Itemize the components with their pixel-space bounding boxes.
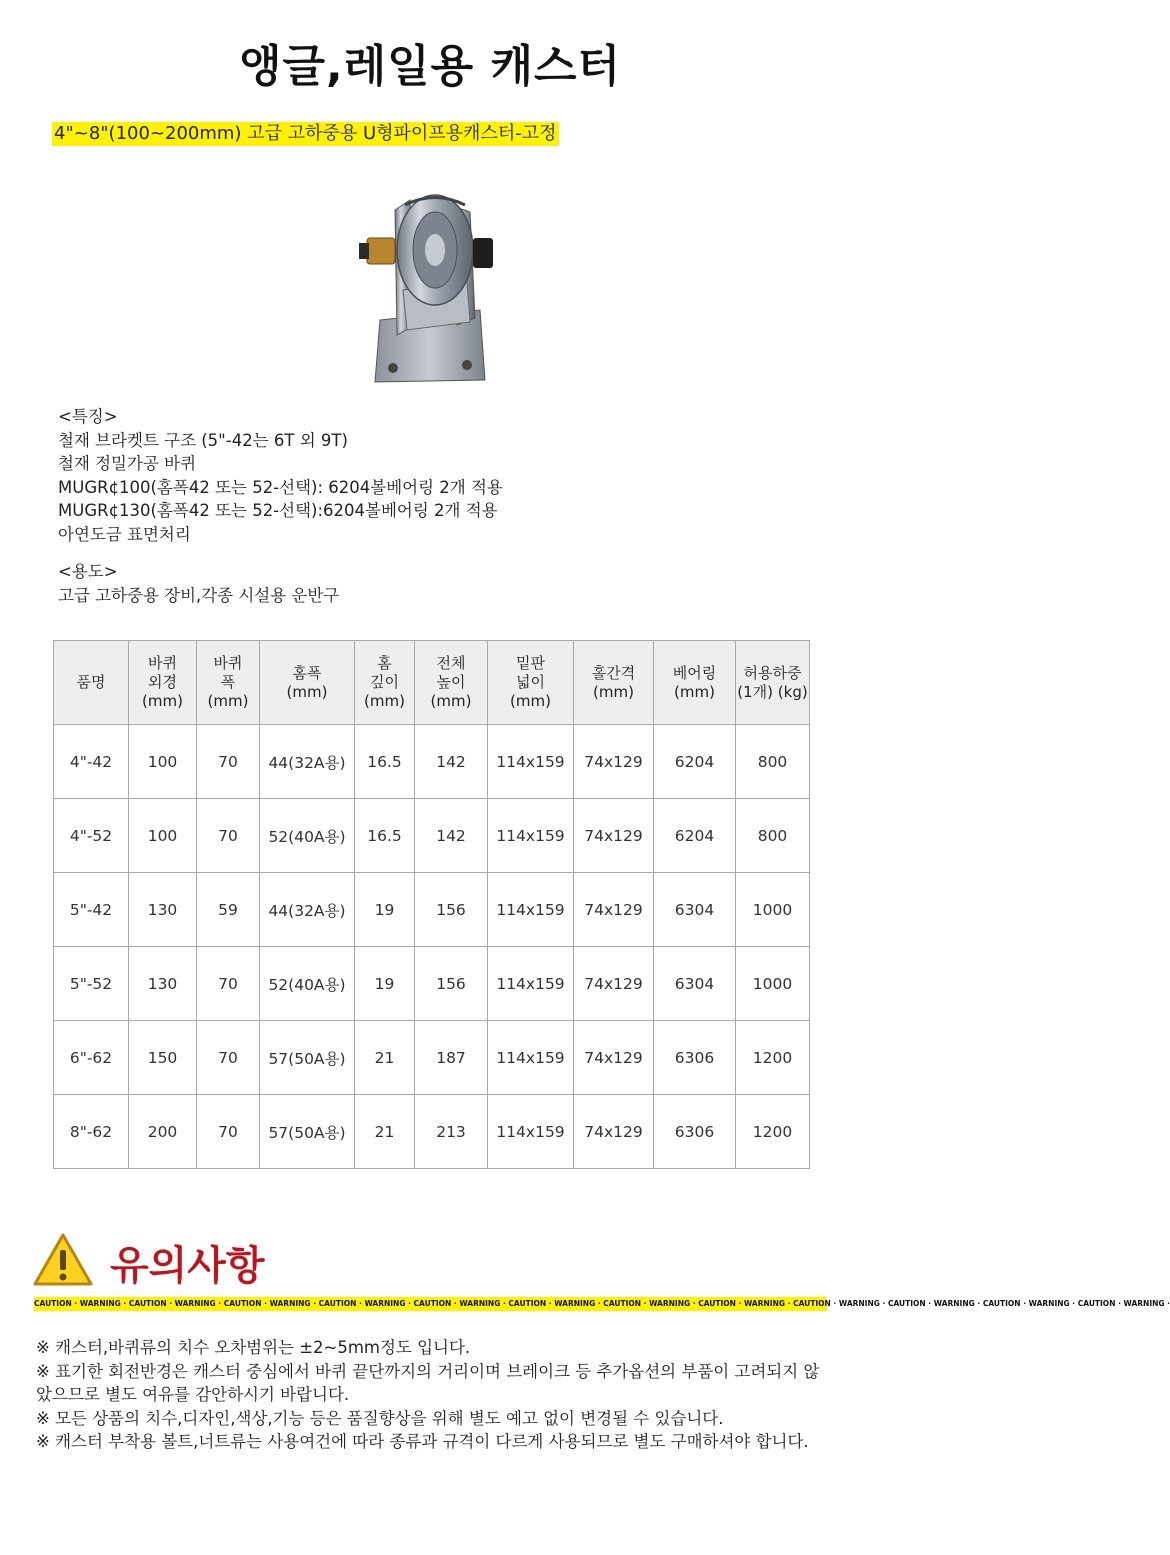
table-cell: 200 — [129, 1095, 197, 1169]
table-row — [54, 873, 810, 947]
spec-header-line: (mm) — [207, 692, 249, 710]
spec-header-cell — [129, 641, 197, 725]
spec-header-cell — [260, 641, 355, 725]
table-cell: 114x159 — [488, 1095, 574, 1169]
table-cell: 70 — [197, 725, 260, 799]
feature-item: MUGR¢130(홈폭42 또는 52-선택):6204볼베어링 2개 적용 — [58, 501, 498, 520]
table-cell: 16.5 — [355, 725, 415, 799]
table-cell: 74x129 — [574, 799, 654, 873]
table-cell: 800 — [736, 799, 810, 873]
table-row — [54, 1095, 810, 1169]
table-cell: 142 — [415, 799, 488, 873]
spec-header-line: (mm) — [510, 692, 551, 710]
table-cell: 150 — [129, 1021, 197, 1095]
table-cell: 59 — [197, 873, 260, 947]
table-cell: 114x159 — [488, 799, 574, 873]
table-cell: 52(40A용) — [260, 947, 355, 1021]
table-cell: 16.5 — [355, 799, 415, 873]
table-cell: 57(50A용) — [260, 1095, 355, 1169]
table-cell: 74x129 — [574, 1095, 654, 1169]
table-cell: 100 — [129, 799, 197, 873]
table-cell: 4"-52 — [54, 799, 129, 873]
table-cell: 130 — [129, 947, 197, 1021]
table-cell: 6204 — [654, 725, 736, 799]
spec-header-cell — [54, 641, 129, 725]
table-cell: 44(32A용) — [260, 725, 355, 799]
table-cell: 19 — [355, 947, 415, 1021]
spec-header-cell — [355, 641, 415, 725]
note-item: ※ 모든 상품의 치수,디자인,색상,기능 등은 품질향상을 위해 별도 예고 없이 변경될 수 있습니다. — [36, 1408, 724, 1428]
table-cell: 6304 — [654, 947, 736, 1021]
spec-header-cell — [736, 641, 810, 725]
table-cell: 5"-52 — [54, 947, 129, 1021]
spec-header-line: 홈폭 — [292, 663, 322, 682]
spec-header-line: 바퀴 — [213, 654, 243, 672]
spec-header-cell — [574, 641, 654, 725]
table-cell: 6306 — [654, 1021, 736, 1095]
table-cell: 74x129 — [574, 725, 654, 799]
table-cell: 57(50A용) — [260, 1021, 355, 1095]
feature-list — [58, 405, 503, 546]
note-item: ※ 표기한 회전반경은 캐스터 중심에서 바퀴 끝단까지의 거리이며 브레이크 등 추가옵션의 부품이 고려되지 않았으므로 별도 여유를 감안하시기 바랍니다. — [36, 1361, 820, 1404]
warning-triangle-icon — [32, 1232, 94, 1288]
table-cell: 44(32A용) — [260, 873, 355, 947]
table-row — [54, 947, 810, 1021]
spec-header-line: 밑판 — [516, 654, 545, 672]
table-cell: 74x129 — [574, 947, 654, 1021]
caster-product-image — [235, 150, 625, 400]
table-cell: 21 — [355, 1021, 415, 1095]
spec-header-line: 홀간격 — [591, 663, 636, 682]
table-cell: 52(40A용) — [260, 799, 355, 873]
table-cell: 6"-62 — [54, 1021, 129, 1095]
table-cell: 1000 — [736, 873, 810, 947]
table-cell: 114x159 — [488, 725, 574, 799]
spec-header-line: (mm) — [364, 692, 405, 710]
spec-header-line: (mm) — [593, 682, 634, 701]
page-title: 앵글,레일용 캐스터 — [238, 41, 622, 92]
spec-header-line: (mm) — [430, 692, 472, 710]
table-cell: 70 — [197, 1095, 260, 1169]
table-cell: 1000 — [736, 947, 810, 1021]
table-cell: 19 — [355, 873, 415, 947]
note-item: ※ 캐스터,바퀴류의 치수 오차범위는 ±2~5mm정도 입니다. — [36, 1338, 471, 1357]
table-cell: 187 — [415, 1021, 488, 1095]
table-cell: 70 — [197, 947, 260, 1021]
spec-header-line: (mm) — [674, 682, 715, 701]
spec-header-line: 전체 — [436, 654, 466, 672]
table-cell: 114x159 — [488, 947, 574, 1021]
table-cell: 114x159 — [488, 1021, 574, 1095]
feature-item: 철재 브라켓트 구조 (5"-42는 6T 외 9T) — [58, 430, 348, 450]
feature-item: 철재 정밀가공 바퀴 — [58, 454, 197, 473]
spec-header-line: 베어링 — [672, 663, 717, 682]
table-cell: 156 — [415, 947, 488, 1021]
spec-header-line: 폭 — [220, 673, 236, 691]
spec-header-line: 품명 — [76, 673, 106, 691]
caution-tape-bar: CAUTION · WARNING · CAUTION · WARNING · CAUTION · WARNING · CAUTION · WARNING · CAUTION · WARNING · CAUTION · WARNING · CAUTION · WARNING · CAUTION · WARNING · CAUTION · WARNING · CAUTION · WARNING · CAUTION · WARNING · CAUTION · WARNING · — [34, 1297, 827, 1311]
feature-item: MUGR¢100(홈폭42 또는 52-선택): 6204볼베어링 2개 적용 — [58, 477, 503, 497]
table-cell: 70 — [197, 799, 260, 873]
table-row — [54, 1021, 810, 1095]
usage-heading: <용도> — [58, 562, 118, 581]
warning-title: 유의사항 — [110, 1243, 265, 1289]
table-cell: 6306 — [654, 1095, 736, 1169]
spec-header-cell — [654, 641, 736, 725]
spec-header-line: 바퀴 — [148, 654, 177, 672]
table-cell: 142 — [415, 725, 488, 799]
table-cell: 800 — [736, 725, 810, 799]
table-cell: 1200 — [736, 1021, 810, 1095]
table-cell: 213 — [415, 1095, 488, 1169]
table-cell: 5"-42 — [54, 873, 129, 947]
table-cell: 74x129 — [574, 873, 654, 947]
spec-table-header — [54, 641, 810, 725]
table-cell: 100 — [129, 725, 197, 799]
table-cell: 4"-42 — [54, 725, 129, 799]
table-cell: 6304 — [654, 873, 736, 947]
table-cell: 70 — [197, 1021, 260, 1095]
table-row — [54, 725, 810, 799]
notes-list — [36, 1336, 826, 1454]
feature-item: 아연도금 표면처리 — [58, 524, 191, 544]
note-item: ※ 캐스터 부착용 볼트,너트류는 사용여건에 따라 종류과 규격이 다르게 사용되므로 별도 구매하셔야 합니다. — [36, 1432, 809, 1451]
table-cell: 1200 — [736, 1095, 810, 1169]
spec-header-line: 허용하중 — [743, 663, 802, 682]
table-cell: 6204 — [654, 799, 736, 873]
spec-header-line: 높이 — [436, 673, 466, 691]
table-cell: 156 — [415, 873, 488, 947]
spec-header-line: (mm) — [142, 692, 183, 710]
spec-header-line: 홈 — [377, 654, 392, 672]
feature-heading: <특징> — [58, 407, 118, 426]
table-cell: 114x159 — [488, 873, 574, 947]
table-cell: 8"-62 — [54, 1095, 129, 1169]
usage-item: 고급 고하중용 장비,각종 시설용 운반구 — [58, 585, 340, 605]
spec-header-cell — [488, 641, 574, 725]
product-subtitle: 4"~8"(100~200mm) 고급 고하중용 U형파이프용캐스터-고정 — [54, 123, 557, 144]
spec-header-line: (mm) — [286, 682, 328, 701]
spec-table-body — [54, 725, 810, 1169]
spec-header-cell — [415, 641, 488, 725]
spec-header-cell — [197, 641, 260, 725]
table-cell: 21 — [355, 1095, 415, 1169]
table-cell: 130 — [129, 873, 197, 947]
spec-header-line: 넓이 — [516, 673, 545, 691]
table-cell: 74x129 — [574, 1021, 654, 1095]
spec-header-line: (1개) (kg) — [737, 682, 808, 701]
usage-section — [58, 560, 339, 607]
table-row — [54, 799, 810, 873]
spec-header-line: 깊이 — [370, 673, 399, 691]
spec-table — [53, 640, 810, 1169]
spec-header-line: 외경 — [148, 673, 177, 691]
